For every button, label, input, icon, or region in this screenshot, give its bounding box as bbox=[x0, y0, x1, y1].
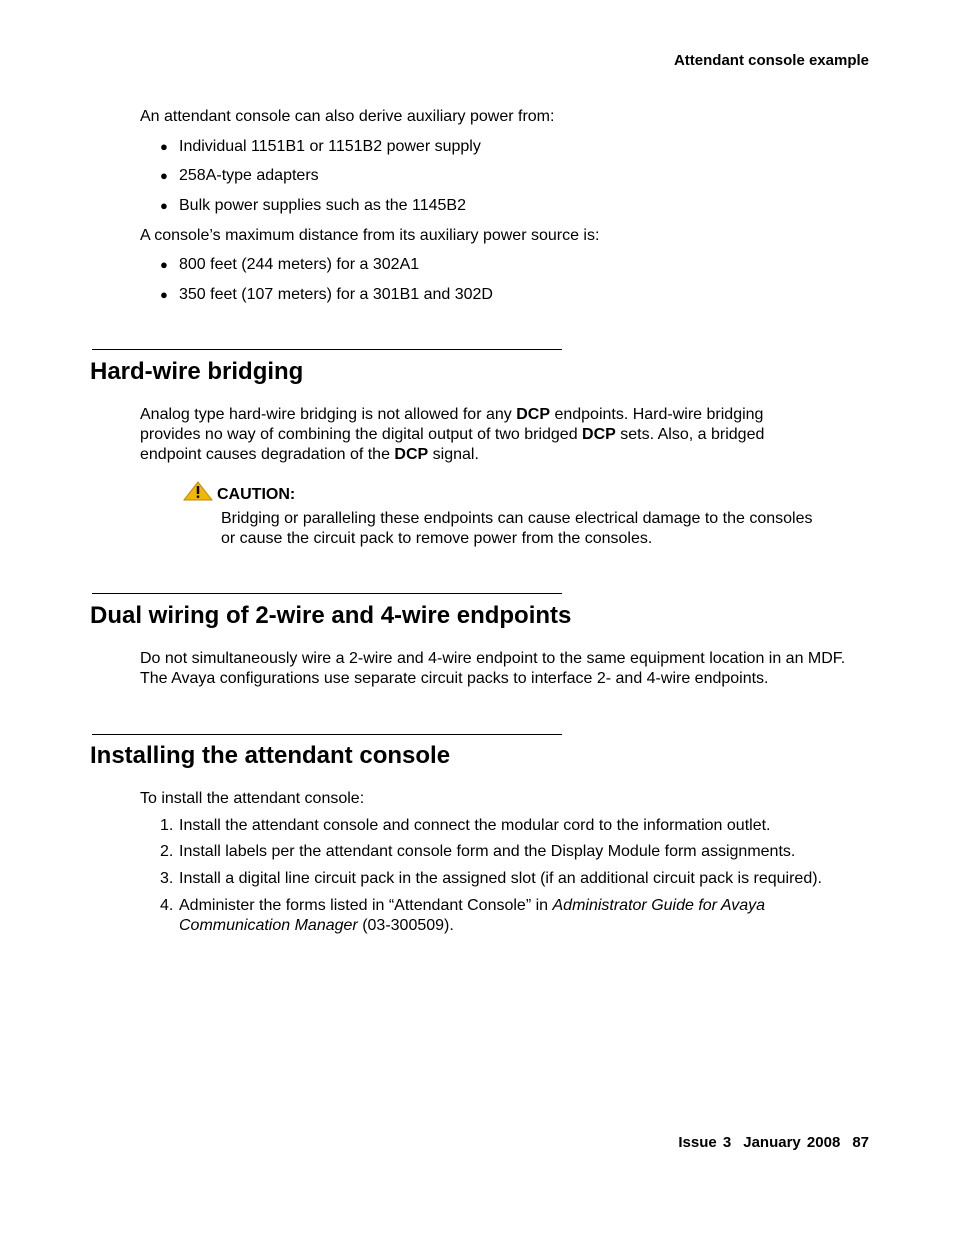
section-divider bbox=[92, 734, 562, 735]
bullet-icon: ● bbox=[160, 198, 168, 213]
running-header: Attendant console example bbox=[673, 52, 869, 69]
aux-power-intro: An attendant console can also derive auxiliary power from: bbox=[140, 108, 555, 125]
dual-paragraph: Do not simultaneously wire a 2-wire and 4-wire endpoint to the same equipment location in an MDF. The Avaya configurations use separate circuit packs to interface 2- and 4-wire endpoints. bbox=[140, 650, 846, 687]
section-heading: Hard-wire bridging bbox=[90, 358, 304, 385]
caution-warning-icon bbox=[183, 481, 213, 501]
section-heading: Installing the attendant console bbox=[90, 742, 451, 769]
section-divider bbox=[92, 349, 562, 350]
bullet-icon: ● bbox=[160, 168, 168, 183]
list-item: 2. Install labels per the attendant console form and the Display Module form assignments. bbox=[160, 843, 796, 860]
bullet-icon: ● bbox=[160, 287, 168, 302]
list-item: 4. Administer the forms listed in “Attendant Console” in Administrator Guide for Avaya Communication Manager (03-300509). bbox=[160, 897, 766, 934]
section-heading: Dual wiring of 2-wire and 4-wire endpoints bbox=[90, 602, 572, 629]
list-item: ● 258A-type adapters bbox=[160, 167, 319, 184]
caution-text: Bridging or paralleling these endpoints can cause electrical damage to the consoles or cause the circuit pack to remove power from the consoles. bbox=[221, 510, 813, 547]
list-item: 1. Install the attendant console and connect the modular cord to the information outlet. bbox=[160, 817, 771, 834]
list-item: ● Individual 1151B1 or 1151B2 power supply bbox=[160, 138, 481, 155]
install-intro: To install the attendant console: bbox=[140, 790, 365, 807]
distance-intro: A console’s maximum distance from its auxiliary power source is: bbox=[140, 227, 600, 244]
section-divider bbox=[92, 593, 562, 594]
hardwire-paragraph: Analog type hard-wire bridging is not allowed for any DCP endpoints. Hard-wire bridging provides no way of combining the digital output of two bridged DCP sets. Also, a bridged endpoint causes degradation of the DCP signal. bbox=[140, 406, 765, 463]
page-footer: Issue 3 January 2008 87 bbox=[678, 1134, 869, 1151]
list-item: ● Bulk power supplies such as the 1145B2 bbox=[160, 197, 466, 214]
bullet-icon: ● bbox=[160, 139, 168, 154]
list-item: 3. Install a digital line circuit pack in the assigned slot (if an additional circuit pack is required). bbox=[160, 870, 822, 887]
list-item: ● 350 feet (107 meters) for a 301B1 and 302D bbox=[160, 286, 493, 303]
bullet-icon: ● bbox=[160, 257, 168, 272]
caution-label: CAUTION: bbox=[217, 486, 296, 503]
list-item: ● 800 feet (244 meters) for a 302A1 bbox=[160, 256, 420, 273]
